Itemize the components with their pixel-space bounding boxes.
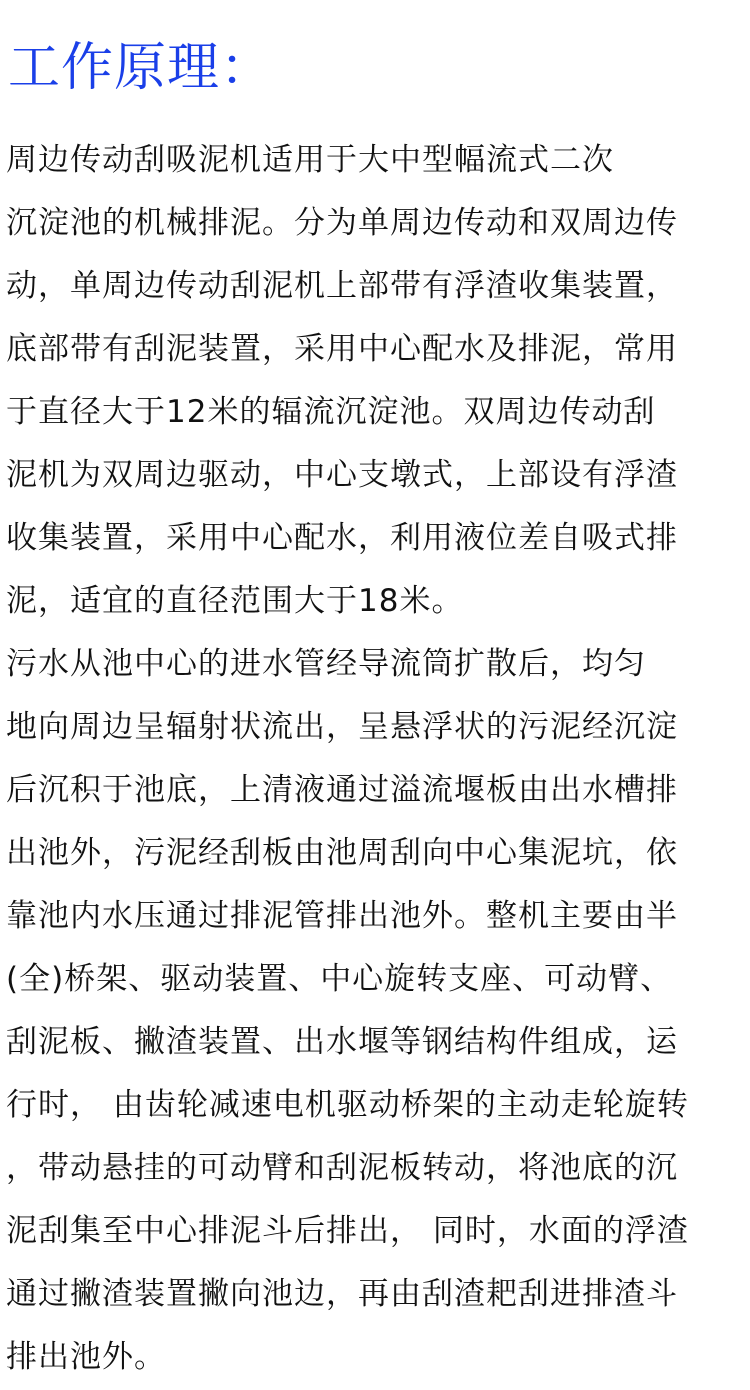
page-title: 工作原理： [8, 38, 274, 98]
paragraph-1-line-8: 泥，适宜的直径范围大于18米。 [6, 583, 464, 619]
paragraph-1-line-1: 周边传动刮吸泥机适用于大中型幅流式二次 [6, 142, 614, 178]
paragraph-1-line-3: 动，单周边传动刮泥机上部带有浮渣收集装置， [6, 268, 678, 304]
paragraph-1-line-2: 沉淀池的机械排泥。分为单周边传动和双周边传 [6, 205, 678, 241]
paragraph-1-line-6: 泥机为双周边驱动，中心支墩式，上部设有浮渣 [6, 457, 678, 493]
paragraph-1-line-4: 底部带有刮泥装置，采用中心配水及排泥，常用 [6, 331, 678, 367]
paragraph-2-line-1: 污水从池中心的进水管经导流筒扩散后，均匀 [6, 646, 646, 682]
paragraph-1-line-7: 收集装置，采用中心配水，利用液位差自吸式排 [6, 520, 678, 556]
paragraph-2-line-5: 靠池内水压通过排泥管排出池外。整机主要由半 [6, 898, 678, 934]
paragraph-2-line-6: (全)桥架、驱动装置、中心旋转支座、可动臂、 [6, 961, 673, 997]
paragraph-2-line-11: 通过撇渣装置撇向池边，再由刮渣耙刮进排渣斗 [6, 1276, 678, 1312]
paragraph-2-line-10: 泥刮集至中心排泥斗后排出， 同时，水面的浮渣 [6, 1213, 689, 1249]
paragraph-2-line-4: 出池外，污泥经刮板由池周刮向中心集泥坑，依 [6, 835, 678, 871]
paragraph-2-line-2: 地向周边呈辐射状流出，呈悬浮状的污泥经沉淀 [6, 709, 678, 745]
paragraph-2-line-12: 排出池外。 [6, 1339, 166, 1375]
paragraph-2-line-3: 后沉积于池底，上清液通过溢流堰板由出水槽排 [6, 772, 678, 808]
paragraph-2-line-8: 行时， 由齿轮减速电机驱动桥架的主动走轮旋转 [6, 1087, 689, 1123]
paragraph-1-line-5: 于直径大于12米的辐流沉淀池。双周边传动刮 [6, 394, 656, 430]
paragraph-2-line-9: ，带动悬挂的可动臂和刮泥板转动，将池底的沉 [6, 1150, 678, 1186]
paragraph-2-line-7: 刮泥板、撇渣装置、出水堰等钢结构件组成，运 [6, 1024, 678, 1060]
